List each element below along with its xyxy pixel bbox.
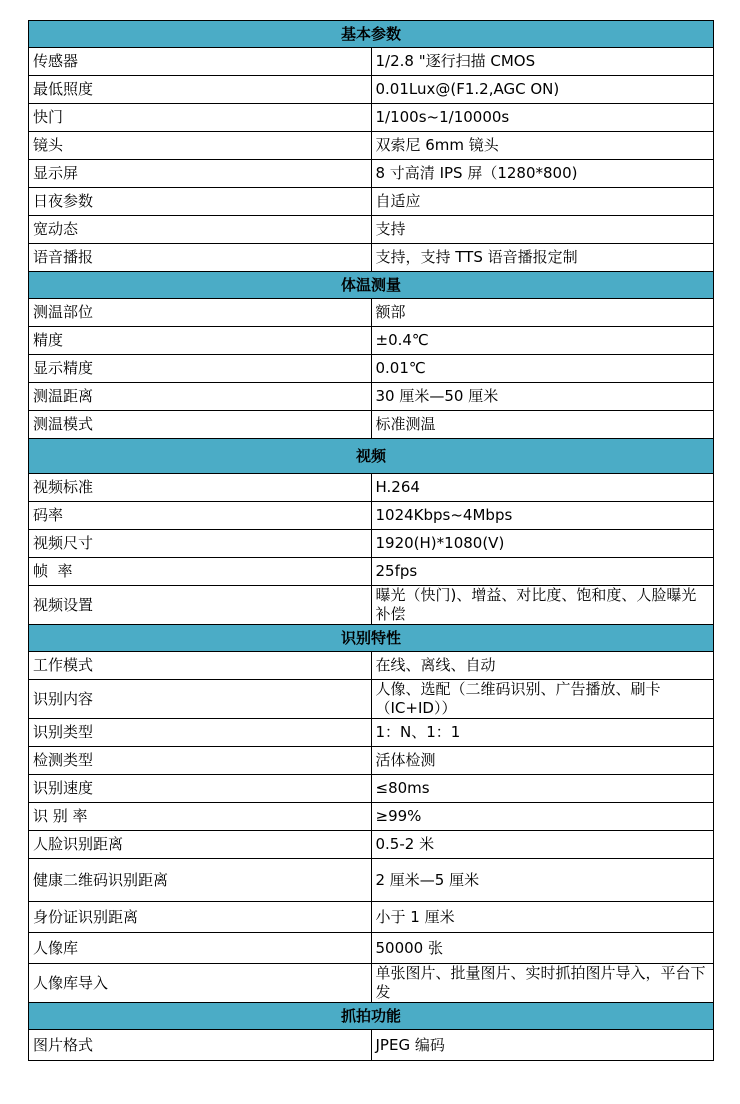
param-name: 身份证识别距离 <box>29 902 372 933</box>
param-name: 人像库导入 <box>29 964 372 1003</box>
param-name: 传感器 <box>29 48 372 76</box>
param-value: 0.01℃ <box>371 355 714 383</box>
table-row <box>29 652 714 680</box>
section-title: 抓拍功能 <box>29 1003 714 1030</box>
table-row <box>29 383 714 411</box>
table-row <box>29 859 714 902</box>
table-row <box>29 902 714 933</box>
spec-table <box>28 20 714 1061</box>
param-value: 自适应 <box>371 188 714 216</box>
param-value: 8 寸高清 IPS 屏（1280*800) <box>371 160 714 188</box>
param-value: 额部 <box>371 299 714 327</box>
param-name: 宽动态 <box>29 216 372 244</box>
param-name: 显示屏 <box>29 160 372 188</box>
param-value: 1：N、1：1 <box>371 719 714 747</box>
param-name: 识 别 率 <box>29 803 372 831</box>
table-row <box>29 355 714 383</box>
param-value: 0.5-2 米 <box>371 831 714 859</box>
param-value: 标准测温 <box>371 411 714 439</box>
param-value: ±0.4℃ <box>371 327 714 355</box>
param-name: 显示精度 <box>29 355 372 383</box>
param-value: 25fps <box>371 558 714 586</box>
param-value: H.264 <box>371 474 714 502</box>
param-name: 帧 率 <box>29 558 372 586</box>
table-row <box>29 474 714 502</box>
param-value: 1/2.8 "逐行扫描 CMOS <box>371 48 714 76</box>
section-header-capture <box>29 1003 714 1030</box>
param-name: 视频尺寸 <box>29 530 372 558</box>
section-title: 视频 <box>29 439 714 474</box>
table-row <box>29 244 714 272</box>
param-value: 曝光（快门)、增益、对比度、饱和度、人脸曝光补偿 <box>371 586 714 625</box>
param-value: 50000 张 <box>371 933 714 964</box>
section-header-temperature <box>29 272 714 299</box>
param-value: 双索尼 6mm 镜头 <box>371 132 714 160</box>
param-name: 最低照度 <box>29 76 372 104</box>
table-row <box>29 775 714 803</box>
table-row <box>29 680 714 719</box>
section-header-video <box>29 439 714 474</box>
param-name: 健康二维码识别距离 <box>29 859 372 902</box>
section-title: 体温测量 <box>29 272 714 299</box>
param-value: 1/100s~1/10000s <box>371 104 714 132</box>
param-value: ≥99% <box>371 803 714 831</box>
table-row <box>29 76 714 104</box>
table-row <box>29 104 714 132</box>
param-value: 活体检测 <box>371 747 714 775</box>
table-row <box>29 831 714 859</box>
param-name: 测温距离 <box>29 383 372 411</box>
param-name: 工作模式 <box>29 652 372 680</box>
table-row <box>29 747 714 775</box>
table-row <box>29 803 714 831</box>
param-value: 2 厘米—5 厘米 <box>371 859 714 902</box>
param-value: JPEG 编码 <box>371 1030 714 1061</box>
table-row <box>29 48 714 76</box>
param-name: 日夜参数 <box>29 188 372 216</box>
param-name: 测温部位 <box>29 299 372 327</box>
param-value: 单张图片、批量图片、实时抓拍图片导入，平台下发 <box>371 964 714 1003</box>
param-name: 快门 <box>29 104 372 132</box>
param-name: 码率 <box>29 502 372 530</box>
table-row <box>29 188 714 216</box>
param-value: 1920(H)*1080(V) <box>371 530 714 558</box>
param-name: 人像库 <box>29 933 372 964</box>
table-row <box>29 586 714 625</box>
param-name: 测温模式 <box>29 411 372 439</box>
param-name: 检测类型 <box>29 747 372 775</box>
table-row <box>29 1030 714 1061</box>
table-row <box>29 502 714 530</box>
param-name: 图片格式 <box>29 1030 372 1061</box>
section-header-recognition <box>29 625 714 652</box>
table-row <box>29 327 714 355</box>
section-header-basic <box>29 21 714 48</box>
param-name: 人脸识别距离 <box>29 831 372 859</box>
param-name: 镜头 <box>29 132 372 160</box>
section-title: 识别特性 <box>29 625 714 652</box>
param-name: 视频设置 <box>29 586 372 625</box>
table-row <box>29 558 714 586</box>
param-value: 人像、选配（二维码识别、广告播放、刷卡（IC+ID）） <box>371 680 714 719</box>
param-value: 在线、离线、自动 <box>371 652 714 680</box>
table-row <box>29 411 714 439</box>
param-name: 精度 <box>29 327 372 355</box>
param-value: 小于 1 厘米 <box>371 902 714 933</box>
table-row <box>29 530 714 558</box>
param-name: 识别速度 <box>29 775 372 803</box>
table-row <box>29 964 714 1003</box>
table-row <box>29 933 714 964</box>
param-name: 语音播报 <box>29 244 372 272</box>
param-name: 识别内容 <box>29 680 372 719</box>
param-name: 视频标准 <box>29 474 372 502</box>
table-row <box>29 160 714 188</box>
table-row <box>29 719 714 747</box>
param-name: 识别类型 <box>29 719 372 747</box>
section-title: 基本参数 <box>29 21 714 48</box>
table-row <box>29 299 714 327</box>
param-value: 30 厘米—50 厘米 <box>371 383 714 411</box>
table-row <box>29 216 714 244</box>
table-row <box>29 132 714 160</box>
param-value: 支持 <box>371 216 714 244</box>
param-value: 1024Kbps~4Mbps <box>371 502 714 530</box>
param-value: ≤80ms <box>371 775 714 803</box>
param-value: 0.01Lux@(F1.2,AGC ON) <box>371 76 714 104</box>
param-value: 支持，支持 TTS 语音播报定制 <box>371 244 714 272</box>
